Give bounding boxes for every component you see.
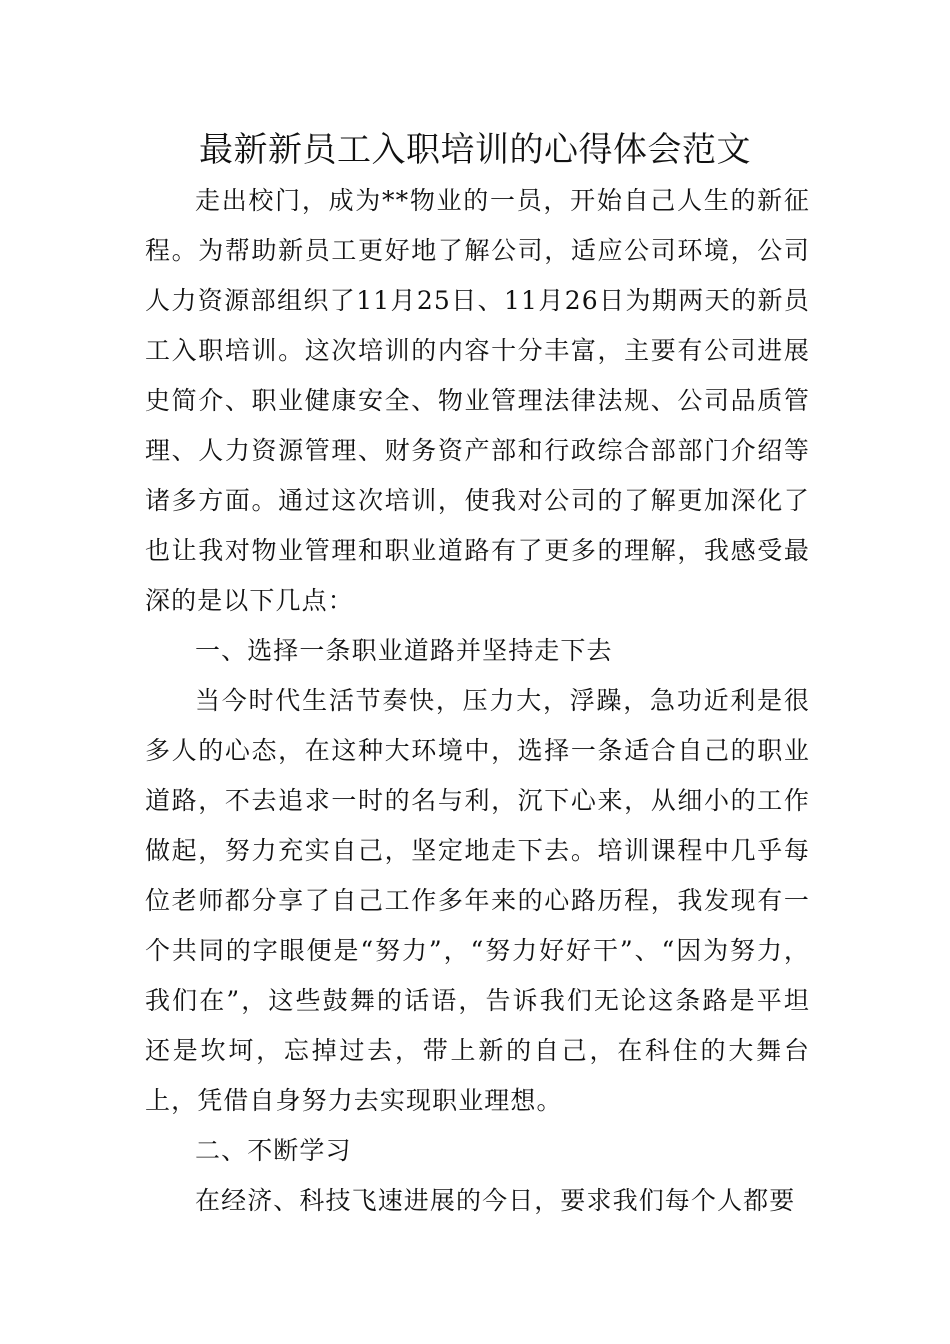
document-title: 最新新员工入职培训的心得体会范文: [199, 130, 751, 170]
paragraph-section-1: 当今时代生活节奏快，压力大，浮躁，急功近利是很多人的心态，在这种大环境中，选择一条适合自己的职业道路，不去追求一时的名与利，沉下心来，从细小的工作做起，努力充实自己，坚定地走下去。培训课程中几乎每位老师都分享了自己工作多年来的心路历程，我发现有一个共同的字眼便是“努力”，“努力好好干”、“因为努力，我们在”，这些鼓舞的话语，告诉我们无论这条路是平坦还是坎坷，忘掉过去，带上新的自己，在科住的大舞台上，凭借自身努力去实现职业理想。: [145, 686, 810, 1115]
section-heading-1: 一、选择一条职业道路并坚持走下去: [195, 636, 613, 665]
section-heading-2: 二、不断学习: [195, 1136, 352, 1165]
document-body: [145, 176, 810, 1226]
paragraph-section-2: 在经济、科技飞速进展的今日，要求我们每个人都要: [195, 1186, 796, 1215]
paragraph-intro: 走出校门，成为**物业的一员，开始自己人生的新征程。为帮助新员工更好地了解公司，适应公司环境，公司人力资源部组织了11月25日、11月26日为期两天的新员工入职培训。这次培训的内容十分丰富，主要有公司进展史简介、职业健康安全、物业管理法律法规、公司品质管理、人力资源管理、财务资产部和行政综合部部门介绍等诸多方面。通过这次培训，使我对公司的了解更加深化了也让我对物业管理和职业道路有了更多的理解，我感受最深的是以下几点：: [145, 186, 810, 615]
